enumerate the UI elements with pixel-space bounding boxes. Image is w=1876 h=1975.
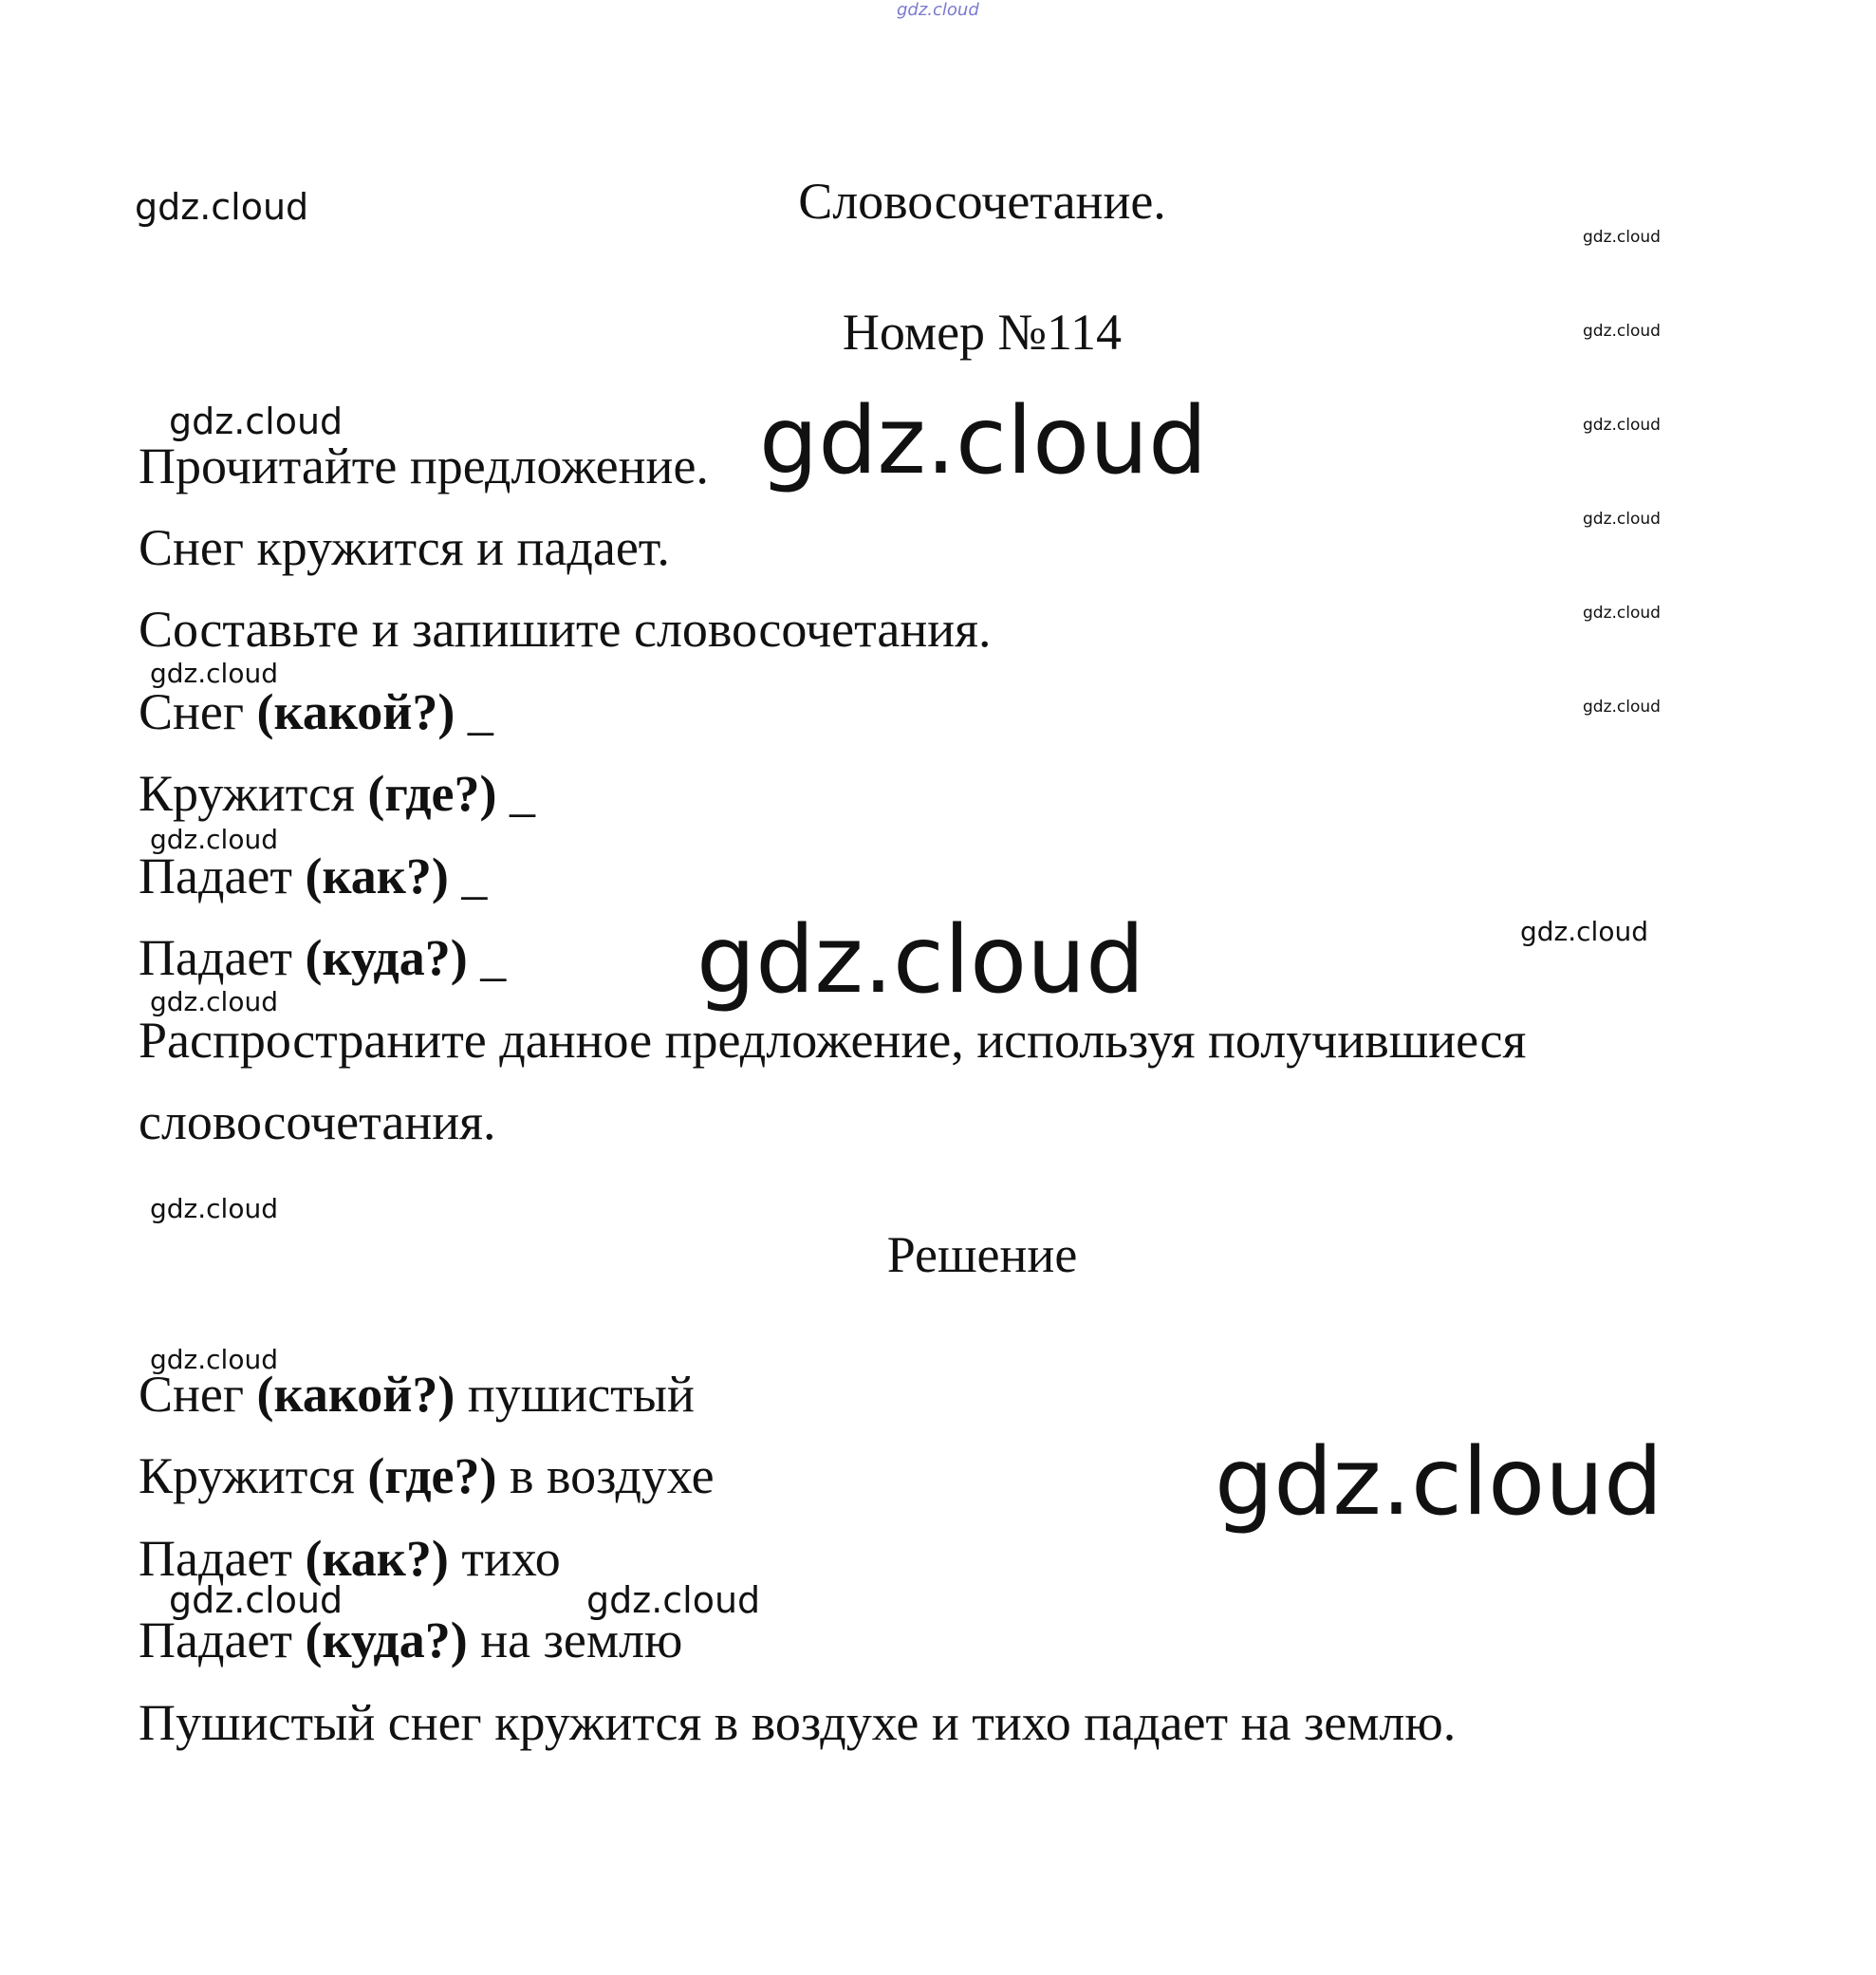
item-blank: _ [467, 683, 493, 740]
task-line: словосочетания. [139, 1093, 496, 1150]
watermark: gdz.cloud [586, 1579, 761, 1621]
watermark-large: gdz.cloud [697, 906, 1145, 1015]
solution-item [139, 1610, 682, 1670]
item-blank: _ [480, 929, 507, 986]
item-answer: на землю [480, 1612, 683, 1668]
item-question: (где?) [367, 765, 497, 822]
item-blank: _ [461, 848, 488, 904]
watermark: gdz.cloud [169, 401, 344, 442]
watermark-top: gdz.cloud [897, 0, 979, 20]
task-item [139, 763, 535, 824]
watermark: gdz.cloud [1583, 698, 1661, 717]
item-word: Падает [139, 1530, 292, 1587]
item-question: (какой?) [256, 683, 455, 740]
solution-item [139, 1528, 561, 1589]
watermark: gdz.cloud [150, 1193, 278, 1224]
item-answer: тихо [461, 1530, 561, 1587]
item-question: (куда?) [305, 1612, 468, 1668]
task-line: Снег кружится и падает. [139, 519, 670, 576]
watermark: gdz.cloud [150, 658, 278, 689]
task-line: Прочитайте предложение. [139, 438, 709, 494]
watermark: gdz.cloud [1583, 322, 1661, 341]
item-word: Кружится [139, 765, 355, 822]
item-question: (куда?) [305, 929, 468, 986]
item-word: Кружится [139, 1447, 355, 1504]
task-line: Распространите данное предложение, используя получившиеся [139, 1012, 1527, 1069]
watermark: gdz.cloud [1583, 510, 1661, 529]
watermark: gdz.cloud [135, 186, 309, 228]
page-title: Словосочетание. [798, 173, 1166, 230]
watermark: gdz.cloud [150, 986, 278, 1017]
item-word: Падает [139, 848, 292, 904]
task-item [139, 681, 493, 742]
task-item [139, 846, 487, 906]
task-item [139, 927, 506, 988]
watermark: gdz.cloud [1583, 604, 1661, 623]
task-line: Составьте и запишите словосочетания. [139, 601, 992, 658]
item-word: Снег [139, 683, 245, 740]
solution-final: Пушистый снег кружится в воздухе и тихо падает на землю. [139, 1694, 1457, 1751]
item-question: (как?) [305, 1530, 449, 1587]
item-word: Падает [139, 1612, 292, 1668]
solution-item [139, 1445, 715, 1506]
item-word: Падает [139, 929, 292, 986]
item-word: Снег [139, 1366, 245, 1423]
watermark: gdz.cloud [150, 824, 278, 855]
watermark: gdz.cloud [1583, 416, 1661, 435]
item-question: (какой?) [256, 1366, 455, 1423]
watermark: gdz.cloud [169, 1579, 344, 1621]
item-answer: в воздухе [509, 1447, 715, 1504]
solution-heading: Решение [886, 1226, 1078, 1283]
item-question: (как?) [305, 848, 449, 904]
watermark: gdz.cloud [1583, 228, 1661, 247]
item-answer: пушистый [467, 1366, 695, 1423]
watermark: gdz.cloud [1520, 916, 1648, 947]
exercise-number: Номер №114 [842, 304, 1123, 361]
watermark-large: gdz.cloud [759, 387, 1208, 495]
watermark: gdz.cloud [150, 1344, 278, 1375]
item-question: (где?) [367, 1447, 497, 1504]
item-blank: _ [509, 765, 535, 822]
watermark-large: gdz.cloud [1215, 1428, 1663, 1537]
solution-item [139, 1364, 695, 1425]
